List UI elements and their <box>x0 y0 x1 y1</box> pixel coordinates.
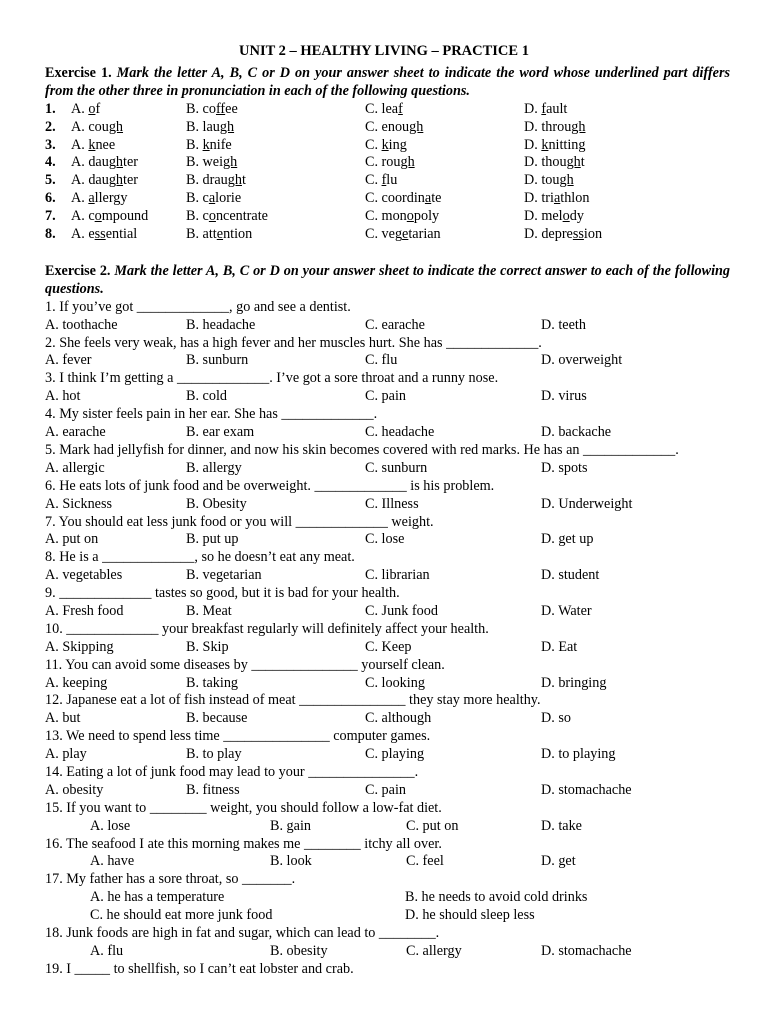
word-prefix: A. cou <box>71 118 109 135</box>
underlined-part: a <box>88 190 95 207</box>
item-number: 4. <box>45 154 56 171</box>
word-suffix: ntion <box>223 226 253 243</box>
option-a: A. keeping <box>45 674 108 691</box>
option-a: A. Skipping <box>45 638 114 655</box>
word-prefix: D. mel <box>524 208 563 225</box>
option-c: C. sunburn <box>365 459 428 476</box>
options-row <box>45 388 730 406</box>
option-c: C. flu <box>365 352 398 369</box>
option-d: D. Eat <box>541 638 578 655</box>
word-suffix: mpound <box>101 208 149 225</box>
word-suffix: nee <box>95 136 116 153</box>
item-number: 7. <box>45 208 56 225</box>
option-d: D. teeth <box>541 316 586 333</box>
question-text: 9. _____________ tastes so good, but it is bad for your health. <box>45 585 400 602</box>
underlined-part: k <box>381 136 389 153</box>
item-number: 5. <box>45 172 56 189</box>
option-b <box>186 154 237 172</box>
underlined-part: o <box>88 100 96 117</box>
option-d <box>524 137 586 155</box>
option-b: B. look <box>270 853 312 870</box>
options-row <box>45 710 730 728</box>
underlined-part: f <box>398 100 403 117</box>
question-text: 6. He eats lots of junk food and be overweight. _____________ is his problem. <box>45 477 495 494</box>
option-c: C. playing <box>365 746 425 763</box>
underlined-part: k <box>541 136 549 153</box>
option-d <box>524 101 567 119</box>
word-prefix: A. dau <box>71 172 109 189</box>
option-a: A. Fresh food <box>45 602 124 619</box>
underlined-part: ff <box>215 100 226 117</box>
option-b: B. fitness <box>186 781 240 798</box>
option-c <box>365 208 439 226</box>
question-text: 11. You can avoid some diseases by _______________ yourself clean. <box>45 656 445 673</box>
options-row <box>45 889 730 907</box>
option-b <box>186 137 232 155</box>
option-c: C. Junk food <box>365 602 438 619</box>
option-b: B. allergy <box>186 459 242 476</box>
pronunciation-row <box>45 172 730 190</box>
option-b: B. Skip <box>186 638 229 655</box>
options-row <box>45 496 730 514</box>
option-b <box>186 172 246 190</box>
item-number: 2. <box>45 118 56 135</box>
question-text: 5. Mark had jellyfish for dinner, and now his skin becomes covered with red marks. He has an _____________. <box>45 441 679 458</box>
exercise-2-instruction <box>45 263 730 299</box>
word-prefix: D. depre <box>524 226 573 243</box>
word-prefix: B. co <box>186 100 216 117</box>
word-suffix: ter <box>123 172 138 189</box>
word-prefix: B. att <box>186 226 217 243</box>
underlined-part: gh <box>227 172 242 189</box>
option-b: B. put up <box>186 531 239 548</box>
option-a: A. he has a temperature <box>90 889 225 906</box>
question-text: 2. She feels very weak, has a high fever and her muscles hurt. She has _____________. <box>45 334 542 351</box>
option-c <box>365 172 397 190</box>
exercise-2-instruction-text: Mark the letter A, B, C or D on your answer sheet to indicate the correct answer to each of the following questions. <box>45 263 731 297</box>
option-a: A. vegetables <box>45 567 123 584</box>
word-prefix: B. <box>186 136 203 153</box>
pronunciation-row <box>45 190 730 208</box>
option-b: B. obesity <box>270 942 328 959</box>
option-a <box>71 208 148 226</box>
options-row <box>45 567 730 585</box>
question-text: 8. He is a _____________, so he doesn’t eat any meat. <box>45 549 355 566</box>
underlined-part: gh <box>219 118 235 135</box>
pronunciation-row <box>45 119 730 137</box>
exercise-1-instruction <box>45 65 730 101</box>
underlined-part: gh <box>400 154 415 171</box>
pronunciation-row <box>45 101 730 119</box>
word-suffix: nitting <box>548 136 586 153</box>
option-d: D. Underweight <box>541 495 633 512</box>
word-suffix: t <box>241 172 246 189</box>
option-b: B. cold <box>186 388 227 405</box>
underlined-part: gh <box>409 118 424 135</box>
option-b <box>186 190 241 208</box>
question-text: 13. We need to spend less time _______________ computer games. <box>45 728 431 745</box>
option-b: B. Meat <box>186 602 232 619</box>
underlined-part: a <box>553 190 561 207</box>
exercise-2 <box>45 263 730 979</box>
options-row <box>45 818 730 836</box>
exercise-1-instruction-text: Mark the letter A, B, C or D on your answer sheet to indicate the word whose underlined part differs from the other three in pronunciation in each of the following questions. <box>45 65 731 99</box>
question-text: 16. The seafood I ate this morning makes me ________ itchy all over. <box>45 835 442 852</box>
option-b: B. he needs to avoid cold drinks <box>405 889 588 906</box>
options-row <box>45 943 730 961</box>
underlined-part: ss <box>572 226 584 243</box>
option-d <box>524 154 585 172</box>
option-a: A. earache <box>45 424 106 441</box>
question-text: 19. I _____ to shellfish, so I can’t eat lobster and crab. <box>45 960 354 977</box>
underlined-part: ss <box>94 226 106 243</box>
word-prefix: D. <box>524 100 542 117</box>
word-prefix: D. throu <box>524 118 572 135</box>
word-suffix: f <box>95 100 101 117</box>
underlined-part: gh <box>223 154 238 171</box>
option-a <box>71 101 100 119</box>
pronunciation-list <box>45 101 730 244</box>
question-text: 17. My father has a sore throat, so _______. <box>45 871 296 888</box>
word-prefix: A. c <box>71 208 95 225</box>
underlined-part: gh <box>571 118 586 135</box>
option-b: B. Obesity <box>186 495 247 512</box>
option-d: D. he should sleep less <box>405 907 535 924</box>
item-number: 8. <box>45 226 56 243</box>
word-prefix: C. coordin <box>365 190 425 207</box>
option-d <box>524 190 589 208</box>
word-suffix: ault <box>546 100 568 117</box>
option-a <box>71 154 138 172</box>
word-suffix: te <box>431 190 442 207</box>
question-text: 12. Japanese eat a lot of fish instead of meat _______________ they stay more healthy. <box>45 692 541 709</box>
underlined-part: f <box>381 172 387 189</box>
options-row <box>45 317 730 335</box>
underlined-part: k <box>88 136 96 153</box>
option-b <box>186 226 252 244</box>
word-prefix: C. enou <box>365 118 410 135</box>
item-number: 6. <box>45 190 56 207</box>
option-d <box>524 172 574 190</box>
options-row <box>45 531 730 549</box>
word-suffix: poly <box>413 208 440 225</box>
underlined-part: e <box>402 226 409 243</box>
option-d <box>524 226 602 244</box>
options-row <box>45 675 730 693</box>
word-suffix: tarian <box>408 226 441 243</box>
options-row <box>45 639 730 657</box>
option-a: A. lose <box>90 817 131 834</box>
option-c <box>365 190 441 208</box>
option-a <box>71 137 115 155</box>
word-prefix: A. dau <box>71 154 109 171</box>
word-suffix: ee <box>225 100 238 117</box>
underlined-part: a <box>208 190 216 207</box>
options-row <box>45 853 730 871</box>
option-d: D. stomachache <box>541 781 632 798</box>
option-b: B. gain <box>270 817 311 834</box>
option-b <box>186 208 268 226</box>
word-prefix: A. <box>71 190 89 207</box>
item-number: 1. <box>45 100 56 117</box>
word-prefix: B. wei <box>186 154 224 171</box>
options-row <box>45 460 730 478</box>
word-suffix: ncentrate <box>215 208 268 225</box>
option-a <box>71 190 128 208</box>
option-c: C. Keep <box>365 638 412 655</box>
option-d: D. bringing <box>541 674 607 691</box>
option-c: C. put on <box>406 817 459 834</box>
word-suffix: ter <box>123 154 138 171</box>
option-d: D. spots <box>541 459 588 476</box>
option-b: B. taking <box>186 674 239 691</box>
option-d: D. take <box>541 817 582 834</box>
underlined-part: gh <box>108 172 124 189</box>
word-prefix: C. <box>365 172 382 189</box>
underlined-part: gh <box>559 172 574 189</box>
word-prefix: C. lea <box>365 100 399 117</box>
option-b: B. headache <box>186 316 256 333</box>
option-b: B. to play <box>186 746 242 763</box>
option-a: A. fever <box>45 352 92 369</box>
option-c: C. looking <box>365 674 425 691</box>
word-prefix: B. lau <box>186 118 220 135</box>
option-a: A. but <box>45 710 81 727</box>
option-b: B. vegetarian <box>186 567 262 584</box>
option-c <box>365 154 415 172</box>
word-prefix: C. veg <box>365 226 403 243</box>
option-c: C. librarian <box>365 567 430 584</box>
option-b: B. ear exam <box>186 424 255 441</box>
word-prefix: C. mon <box>365 208 407 225</box>
option-c: C. earache <box>365 316 425 333</box>
underlined-part: o <box>94 208 102 225</box>
word-suffix: lorie <box>215 190 242 207</box>
option-d: D. student <box>541 567 600 584</box>
question-text: 15. If you want to ________ weight, you should follow a low-fat diet. <box>45 799 442 816</box>
options-row <box>45 782 730 800</box>
question-text: 18. Junk foods are high in fat and sugar, which can lead to ________. <box>45 924 440 941</box>
option-c <box>365 226 441 244</box>
word-suffix: lu <box>386 172 398 189</box>
word-prefix: A. <box>71 136 89 153</box>
pronunciation-row <box>45 208 730 226</box>
word-suffix: ential <box>105 226 138 243</box>
pronunciation-row <box>45 154 730 172</box>
question-text: 1. If you’ve got _____________, go and see a dentist. <box>45 298 351 315</box>
pronunciation-row <box>45 226 730 244</box>
word-prefix: D. thou <box>524 154 567 171</box>
word-prefix: D. <box>524 136 542 153</box>
question-text: 10. _____________ your breakfast regularly will definitely affect your health. <box>45 620 489 637</box>
option-a <box>71 226 137 244</box>
underlined-part: gh <box>108 118 124 135</box>
word-suffix: t <box>580 154 585 171</box>
question-text: 7. You should eat less junk food or you will _____________ weight. <box>45 513 434 530</box>
word-prefix: D. tri <box>524 190 554 207</box>
options-row <box>45 424 730 442</box>
option-b: B. sunburn <box>186 352 249 369</box>
option-b <box>186 101 238 119</box>
option-c: C. although <box>365 710 432 727</box>
word-prefix: C. <box>365 136 382 153</box>
word-prefix: B. drau <box>186 172 228 189</box>
option-c: C. lose <box>365 531 405 548</box>
option-d <box>524 208 584 226</box>
page-title: UNIT 2 – HEALTHY LIVING – PRACTICE 1 <box>239 43 529 59</box>
word-prefix: D. tou <box>524 172 560 189</box>
pronunciation-row <box>45 137 730 155</box>
option-d: D. backache <box>541 424 612 441</box>
option-c: C. pain <box>365 781 406 798</box>
option-a: A. hot <box>45 388 81 405</box>
option-b: B. because <box>186 710 248 727</box>
option-a: A. put on <box>45 531 99 548</box>
option-b <box>186 119 234 137</box>
question-text: 4. My sister feels pain in her ear. She has _____________. <box>45 406 378 423</box>
underlined-part: f <box>541 100 547 117</box>
option-d: D. get <box>541 853 576 870</box>
option-a: A. obesity <box>45 781 104 798</box>
option-a: A. allergic <box>45 459 105 476</box>
question-list <box>45 299 730 979</box>
underlined-part: o <box>562 208 570 225</box>
word-suffix: thlon <box>560 190 590 207</box>
word-suffix: ion <box>583 226 603 243</box>
word-suffix: ing <box>388 136 407 153</box>
option-a <box>71 172 138 190</box>
option-c: C. he should eat more junk food <box>90 907 273 924</box>
exercise-2-label: Exercise 2. <box>45 263 111 279</box>
option-a: A. have <box>90 853 135 870</box>
options-row <box>45 907 730 925</box>
word-suffix: nife <box>209 136 232 153</box>
option-d <box>524 119 585 137</box>
option-d: D. stomachache <box>541 942 632 959</box>
exercise-1-label: Exercise 1. <box>45 65 112 81</box>
word-prefix: C. rou <box>365 154 401 171</box>
option-a <box>71 119 123 137</box>
option-c <box>365 101 403 119</box>
exercise-1 <box>45 65 730 244</box>
option-d: D. get up <box>541 531 594 548</box>
options-row <box>45 603 730 621</box>
word-prefix: B. c <box>186 190 209 207</box>
option-c: C. pain <box>365 388 406 405</box>
underlined-part: o <box>208 208 216 225</box>
option-d: D. virus <box>541 388 587 405</box>
word-suffix: dy <box>569 208 584 225</box>
option-c: C. headache <box>365 424 435 441</box>
underlined-part: e <box>216 226 224 243</box>
options-row <box>45 746 730 764</box>
option-d: D. Water <box>541 602 592 619</box>
option-d: D. so <box>541 710 571 727</box>
option-c <box>365 137 407 155</box>
underlined-part: a <box>424 190 432 207</box>
option-c: C. feel <box>406 853 444 870</box>
option-d: D. overweight <box>541 352 623 369</box>
underlined-part: o <box>406 208 414 225</box>
option-a: A. flu <box>90 942 124 959</box>
question-text: 3. I think I’m getting a _____________. I’ve got a sore throat and a runny nose. <box>45 370 499 387</box>
underlined-part: k <box>202 136 210 153</box>
option-c: C. allergy <box>406 942 462 959</box>
item-number: 3. <box>45 136 56 153</box>
underlined-part: gh <box>566 154 581 171</box>
option-c: C. Illness <box>365 495 419 512</box>
option-a: A. toothache <box>45 316 118 333</box>
word-prefix: A. e <box>71 226 95 243</box>
option-c <box>365 119 423 137</box>
option-a: A. Sickness <box>45 495 112 512</box>
word-prefix: B. c <box>186 208 209 225</box>
option-d: D. to playing <box>541 746 616 763</box>
question-text: 14. Eating a lot of junk food may lead to your _______________. <box>45 763 419 780</box>
word-prefix: A. <box>71 100 89 117</box>
word-suffix: llergy <box>94 190 128 207</box>
underlined-part: gh <box>108 154 124 171</box>
option-a: A. play <box>45 746 87 763</box>
options-row <box>45 352 730 370</box>
